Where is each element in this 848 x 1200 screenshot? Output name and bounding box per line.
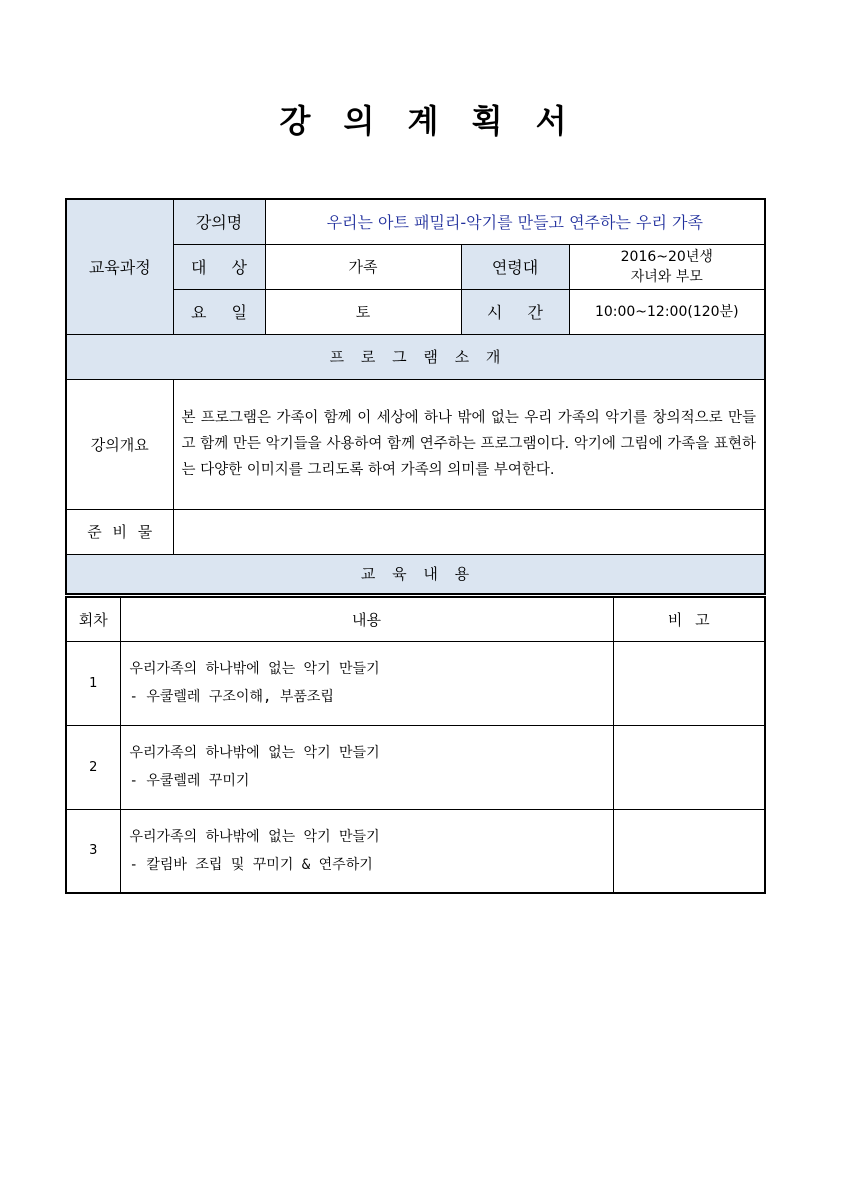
age-label: 연령대 [461, 244, 569, 289]
table-row [66, 809, 765, 893]
education-section-header: 교 육 내 용 [66, 554, 765, 594]
session-note [613, 725, 765, 809]
age-value [569, 244, 765, 289]
session-number: 1 [66, 641, 120, 725]
content-line: - 칼림바 조립 및 꾸미기 & 연주하기 [129, 856, 373, 873]
lecture-name-label: 강의명 [173, 199, 265, 244]
table-row [66, 725, 765, 809]
overview-label: 강의개요 [66, 379, 173, 509]
session-number: 2 [66, 725, 120, 809]
materials-label: 준 비 물 [66, 509, 173, 554]
content-header: 내용 [120, 597, 613, 641]
session-number: 3 [66, 809, 120, 893]
document-title: 강 의 계 획 서 [279, 102, 569, 140]
program-section-header: 프 로 그 램 소 개 [66, 334, 765, 379]
day-label: 요 일 [173, 289, 265, 334]
course-info-table [65, 198, 766, 595]
day-value: 토 [265, 289, 461, 334]
education-content-table [65, 596, 766, 894]
session-note [613, 809, 765, 893]
session-content [120, 809, 613, 893]
content-line: 우리가족의 하나밖에 없는 악기 만들기 [129, 828, 380, 845]
session-note [613, 641, 765, 725]
materials-value [173, 509, 765, 554]
age-line-2: 자녀와 부모 [630, 268, 703, 285]
session-header: 회차 [66, 597, 120, 641]
age-line-1: 2016~20년생 [620, 248, 713, 265]
content-line: 우리가족의 하나밖에 없는 악기 만들기 [129, 745, 380, 761]
overview-text: 본 프로그램은 가족이 함께 이 세상에 하나 밖에 없는 우리 가족의 악기를 창의적으로 만들고 함께 만든 악기들을 사용하여 함께 연주하는 프로그램이다. 악기에 그림에 가족을 표현하는 다양한 이미지를 그리도록 하여 가족의 의미를 부여한다. [173, 379, 765, 509]
content-line: - 우쿨렐레 꾸미기 [129, 773, 250, 789]
lecture-name-value: 우리는 아트 패밀리-악기를 만들고 연주하는 우리 가족 [265, 199, 765, 244]
content-line: - 우쿨렐레 구조이해, 부품조립 [129, 689, 334, 705]
session-content [120, 725, 613, 809]
note-header: 비 고 [613, 597, 765, 641]
time-label: 시 간 [461, 289, 569, 334]
course-label: 교육과정 [66, 199, 173, 334]
target-label: 대 상 [173, 244, 265, 289]
session-content [120, 641, 613, 725]
target-value: 가족 [265, 244, 461, 289]
table-row [66, 641, 765, 725]
time-value: 10:00~12:00(120분) [569, 289, 765, 334]
content-line: 우리가족의 하나밖에 없는 악기 만들기 [129, 661, 380, 677]
